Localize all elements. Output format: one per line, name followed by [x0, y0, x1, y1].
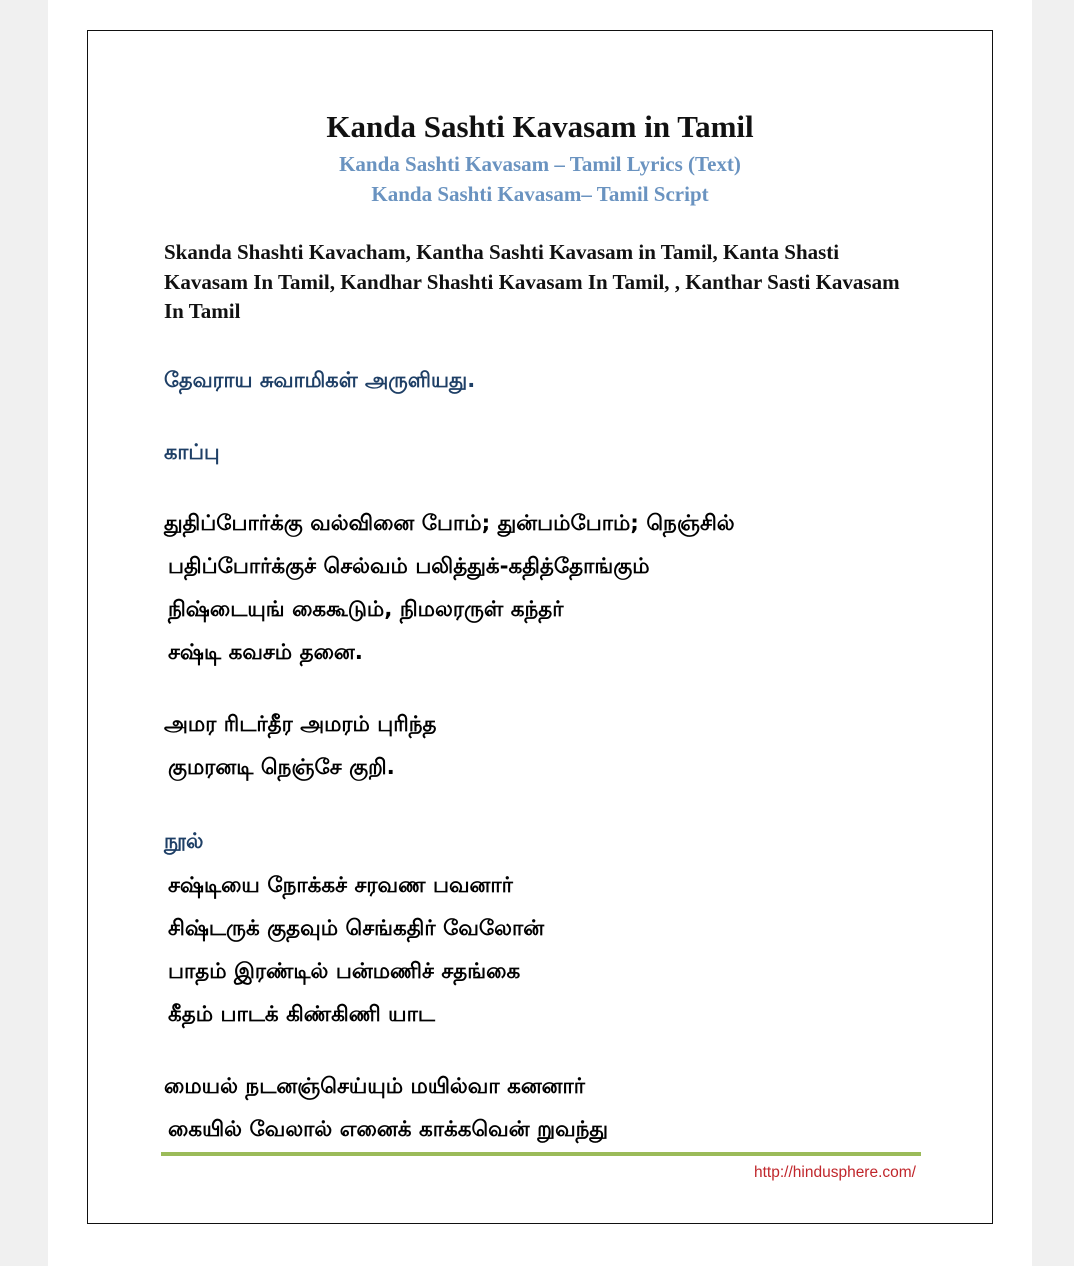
subtitle-lyrics: Kanda Sashti Kavasam – Tamil Lyrics (Text) [339, 152, 741, 176]
verse-line: நிஷ்டையுங் கைகூடும், நிமலரருள் கந்தர் [168, 597, 564, 622]
footer-divider [161, 1152, 921, 1156]
verse-line: சிஷ்டருக் குதவும் செங்கதிர் வேலோன் [168, 916, 545, 941]
nool-heading: நூல் [164, 829, 204, 853]
verse-line: மையல் நடனஞ்செய்யும் மயில்வா கனனார் [164, 1074, 585, 1099]
verse-line: கீதம் பாடக் கிண்கிணி யாட [168, 1002, 435, 1027]
nool-verse-2 [164, 1065, 608, 1151]
verse-line: சஷ்டியை நோக்கச் சரவண பவனார் [168, 873, 513, 898]
verse-line: அமர ரிடர்தீர அமரம் புரிந்த [164, 712, 437, 737]
kappu-heading: காப்பு [164, 440, 220, 464]
verse-line: பாதம் இரண்டில் பன்மணிச் சதங்கை [168, 959, 521, 984]
verse-line: கையில் வேலால் எனைக் காக்கவென் றுவந்து [168, 1117, 609, 1142]
verse-line: குமரனடி நெஞ்சே குறி. [168, 755, 395, 780]
subtitle-script: Kanda Sashti Kavasam– Tamil Script [371, 182, 709, 206]
verse-line: பதிப்போர்க்குச் செல்வம் பலித்துக்-கதித்தோங்கும் [168, 554, 650, 579]
author-line: தேவராய சுவாமிகள் அருளியது. [164, 368, 476, 392]
nool-verse-1 [164, 864, 544, 1036]
verse-line: சஷ்டி கவசம் தனை. [168, 640, 363, 665]
kappu-verse-2 [164, 703, 437, 789]
page-frame [87, 30, 993, 1224]
kappu-verse-1 [164, 502, 735, 674]
footer-url-link[interactable]: http://hindusphere.com/ [754, 1164, 916, 1181]
document-title: Kanda Sashti Kavasam in Tamil [326, 109, 754, 144]
verse-line: துதிப்போர்க்கு வல்வினை போம்; துன்பம்போம்; நெஞ்சில் [164, 511, 735, 536]
keywords-paragraph: Skanda Shashti Kavacham, Kantha Sashti Kavasam in Tamil, Kanta Shasti Kavasam In Tamil, Kandhar Shashti Kavasam In Tamil, , Kanthar Sasti Kavasam In Tamil [164, 240, 900, 323]
